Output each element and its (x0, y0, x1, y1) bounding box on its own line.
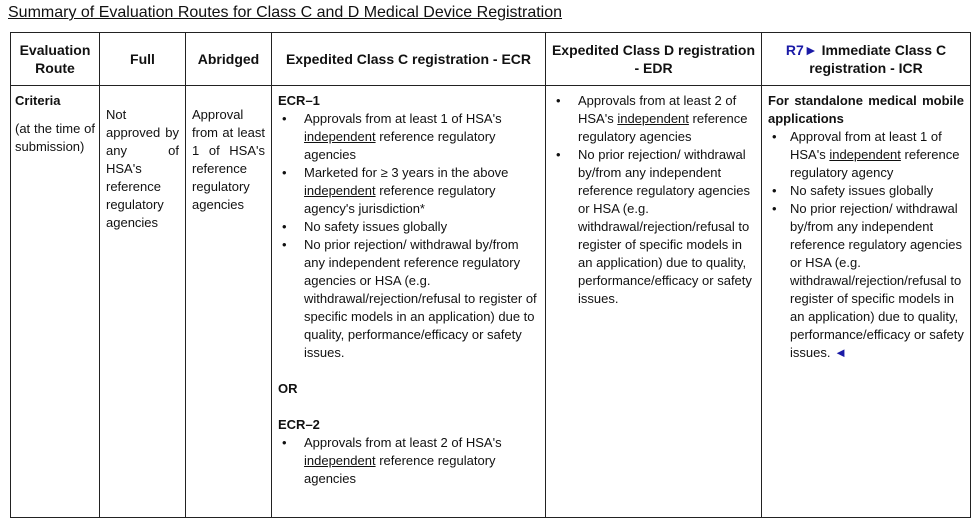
list-item-text: Marketed for ≥ 3 years in the above (304, 165, 509, 180)
bullet-icon: • (282, 237, 287, 252)
header-ecr: Expedited Class C registration - ECR (272, 33, 546, 86)
criteria-label: Criteria (15, 93, 61, 108)
list-item-text: No safety issues globally (304, 219, 448, 234)
header-evaluation-route: Evaluation Route (11, 33, 100, 86)
list-item (278, 434, 539, 488)
bullet-icon: • (282, 435, 287, 450)
full-cell: Not approved by any of HSA's reference regulatory agencies (100, 86, 186, 518)
icr-list (768, 128, 964, 362)
header-abridged: Abridged (186, 33, 272, 86)
bullet-icon: • (282, 111, 287, 126)
list-item (278, 236, 539, 362)
list-item-text: No safety issues globally (790, 183, 934, 198)
list-item (278, 110, 539, 164)
list-item (278, 164, 539, 218)
revision-end-marker-icon: ◄ (834, 345, 847, 360)
list-item (768, 200, 964, 362)
bullet-icon: • (282, 219, 287, 234)
list-item-text: reference regulatory agencies (578, 111, 748, 144)
icr-cell (762, 86, 971, 518)
edr-list (552, 92, 755, 308)
criteria-row (11, 86, 971, 518)
evaluation-routes-table (10, 32, 971, 518)
ecr-cell (272, 86, 546, 518)
list-item (768, 128, 964, 182)
list-item-text: No prior rejection/ withdrawal by/from any independent reference regulatory agencies or HSA (e.g. withdrawal/rejection/refusal to register of specific models in an application) due to quality, performance/efficacy or safety issues. (304, 237, 537, 360)
header-row (11, 33, 971, 86)
header-icr (762, 33, 971, 86)
ecr1-heading: ECR–1 (278, 93, 320, 108)
header-icr-label: Immediate Class C registration - ICR (809, 42, 947, 76)
list-item-text: Approval from at least 1 of HSA's (790, 129, 942, 162)
header-full: Full (100, 33, 186, 86)
criteria-subtext: (at the time of submission) (15, 121, 95, 154)
list-item-text: Approvals from at least 1 of HSA's (304, 111, 502, 126)
ecr1-list (278, 110, 539, 362)
abridged-cell: Approval from at least 1 of HSA's reference regulatory agencies (186, 86, 272, 518)
header-edr: Expedited Class D registration - EDR (546, 33, 762, 86)
list-item-text: reference regulatory agency's jurisdiction* (304, 183, 496, 216)
underlined-text: independent (304, 129, 376, 144)
underlined-text: independent (829, 147, 901, 162)
underlined-text: independent (617, 111, 689, 126)
bullet-icon: • (282, 165, 287, 180)
bullet-icon: • (556, 93, 561, 108)
list-item-text: reference regulatory agencies (304, 129, 496, 162)
or-label: OR (278, 381, 298, 396)
icr-heading: For standalone medical mobile applications (768, 93, 964, 126)
underlined-text: independent (304, 183, 376, 198)
list-item (552, 92, 755, 146)
underlined-text: independent (304, 453, 376, 468)
list-item-text: Approvals from at least 2 of HSA's (304, 435, 502, 450)
revision-marker-r7: R7► (785, 42, 818, 58)
list-item-text: No prior rejection/ withdrawal by/from any independent reference regulatory agencies or HSA (e.g. withdrawal/rejection/refusal to register of specific models in an application) due to quality, performance/efficacy or safety issues. (790, 201, 964, 360)
route-cell (11, 86, 100, 518)
bullet-icon: • (772, 183, 777, 198)
list-item-text: No prior rejection/ withdrawal by/from any independent reference regulatory agencies or HSA (e.g. withdrawal/rejection/refusal to register of specific models in an application) due to quality, performance/efficacy or safety issues. (578, 147, 752, 306)
list-item (552, 146, 755, 308)
list-item (768, 182, 964, 200)
list-item-text: Approvals from at least 2 of HSA's (578, 93, 737, 126)
edr-cell (546, 86, 762, 518)
list-item-text: reference regulatory agency (790, 147, 960, 180)
ecr2-heading: ECR–2 (278, 417, 320, 432)
ecr2-list (278, 434, 539, 488)
bullet-icon: • (772, 201, 777, 216)
list-item (278, 218, 539, 236)
bullet-icon: • (772, 129, 777, 144)
list-item-text: reference regulatory agencies (304, 453, 496, 486)
page-title: Summary of Evaluation Routes for Class C and D Medical Device Registration (8, 4, 563, 21)
bullet-icon: • (556, 147, 561, 162)
